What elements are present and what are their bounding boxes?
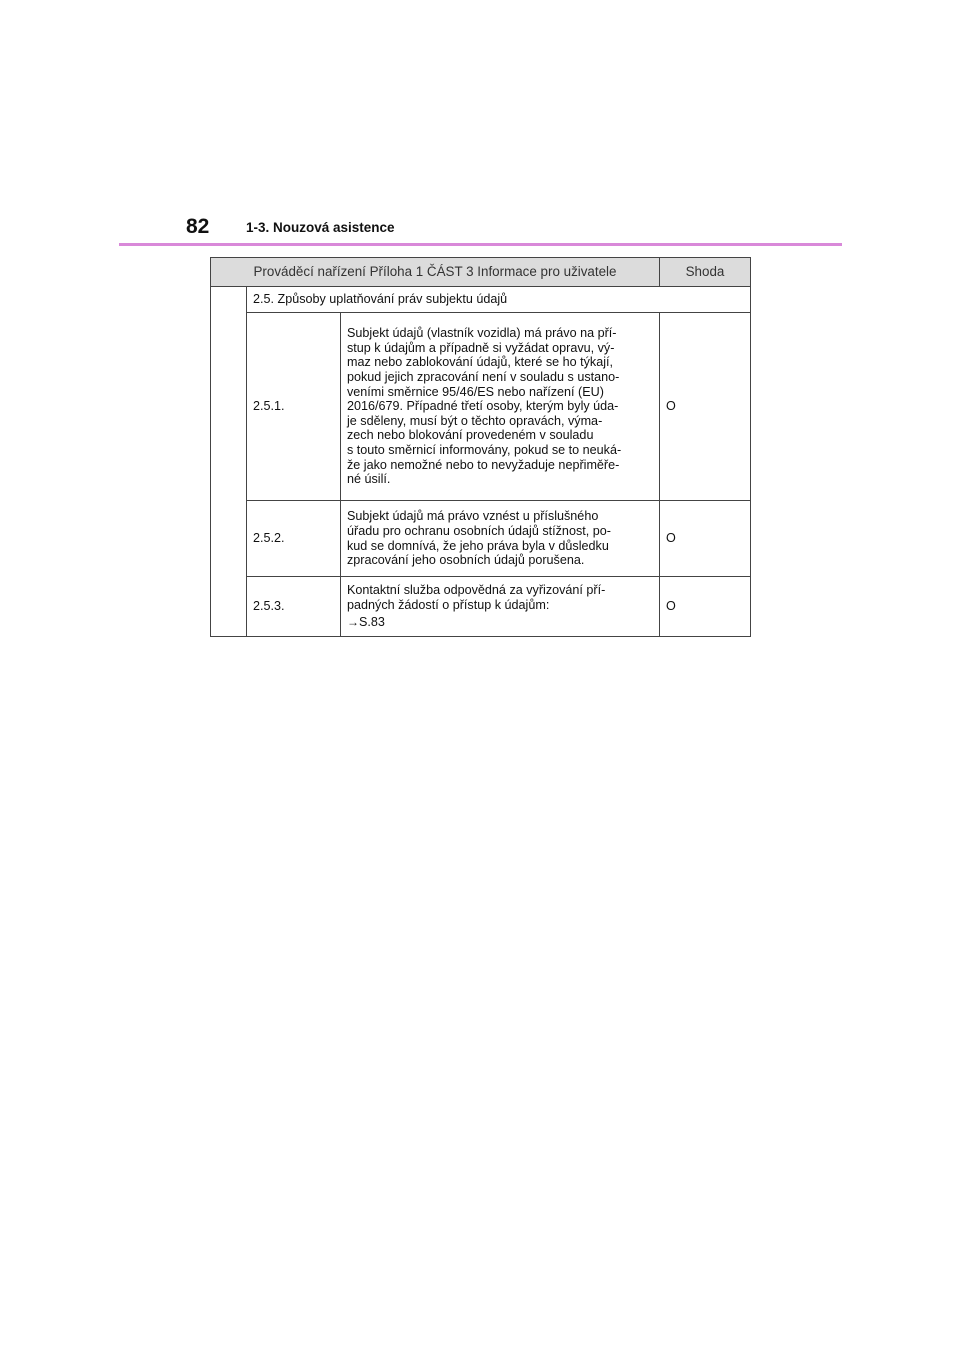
text-line: maz nebo zablokování údajů, které se ho týkají, <box>347 355 614 370</box>
text-line: stup k údajům a případně si vyžádat opravu, vý- <box>347 340 615 355</box>
item-id: 2.5.3. <box>247 577 341 637</box>
text-line: úřadu pro ochranu osobních údajů stížnost, po- <box>347 523 611 538</box>
text-line: padných žádostí o přístup k údajům: <box>347 597 550 612</box>
section-heading-row <box>211 287 751 313</box>
section-title: 1-3. Nouzová asistence <box>246 220 395 235</box>
text-line: je sděleny, musí být o těchto opravách, výma- <box>347 413 603 428</box>
table-row <box>211 313 751 501</box>
column-header-regulation: Prováděcí nařízení Příloha 1 ČÁST 3 Informace pro uživatele <box>211 258 660 287</box>
text-line: 2016/679. Případné třetí osoby, kterým byly úda- <box>347 399 619 414</box>
header-divider <box>119 243 842 246</box>
item-text <box>341 501 660 577</box>
text-line: zech nebo blokování provedeném v souladu <box>347 428 594 443</box>
text-line: kud se domnívá, že jeho práva byla v důsledku <box>347 538 609 553</box>
table-row <box>211 577 751 637</box>
text-line: že jako nemožné nebo to nevyžaduje nepřiměře- <box>347 457 620 472</box>
column-header-compliance: Shoda <box>660 258 751 287</box>
section-heading: 2.5. Způsoby uplatňování práv subjektu údajů <box>247 287 751 313</box>
text-line: pokud jejich zpracování není v souladu s ustano- <box>347 370 620 385</box>
page-number: 82 <box>186 215 210 238</box>
text-line: Subjekt údajů (vlastník vozidla) má právo na pří- <box>347 326 617 341</box>
text-line: né úsilí. <box>347 472 391 487</box>
item-text <box>341 577 660 637</box>
text-line: Subjekt údajů má právo vznést u příslušného <box>347 509 599 524</box>
arrow-right-icon: → <box>347 615 359 630</box>
page-reference[interactable] <box>347 615 653 630</box>
compliance-mark: O <box>660 313 751 501</box>
text-line: zpracování jeho osobních údajů porušena. <box>347 553 585 568</box>
compliance-mark: O <box>660 577 751 637</box>
regulation-table <box>210 257 751 637</box>
item-text <box>341 313 660 501</box>
text-line: veními směrnice 95/46/ES nebo nařízení (EU) <box>347 384 604 399</box>
page-reference-label: S.83 <box>359 615 385 630</box>
item-id: 2.5.2. <box>247 501 341 577</box>
table-row <box>211 501 751 577</box>
item-id: 2.5.1. <box>247 313 341 501</box>
text-line: s touto směrnicí informovány, pokud se to neuká- <box>347 442 622 457</box>
table-header-row <box>211 258 751 287</box>
text-line: Kontaktní služba odpovědná za vyřizování pří- <box>347 583 606 598</box>
indent-cell <box>211 287 247 637</box>
compliance-mark: O <box>660 501 751 577</box>
